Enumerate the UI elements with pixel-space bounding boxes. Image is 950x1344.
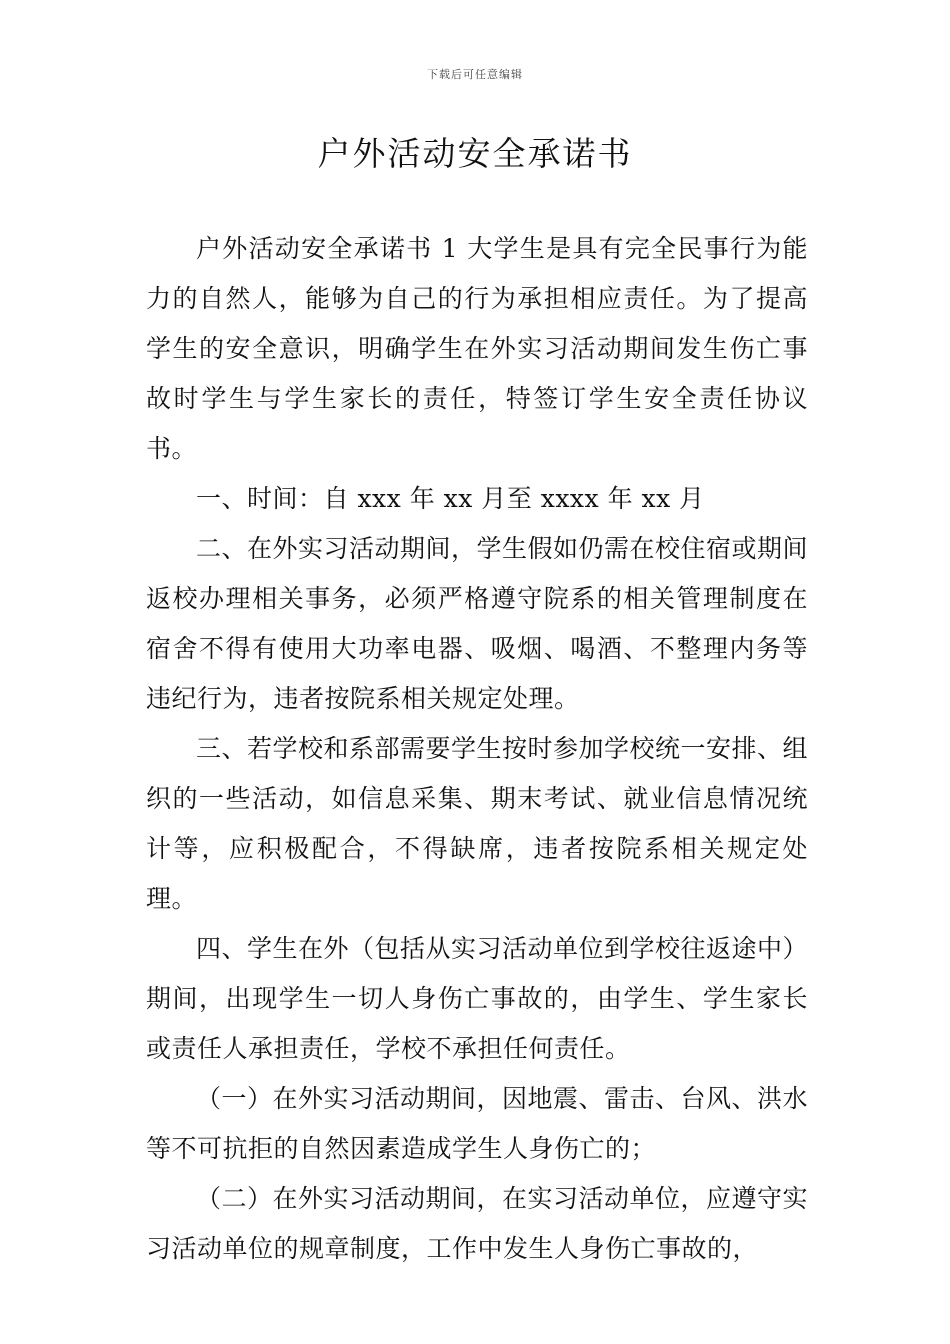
paragraph-subitem-2: （二）在外实习活动期间，在实习活动单位，应遵守实习活动单位的规章制度，工作中发生人身伤亡事故的， xyxy=(146,1184,809,1263)
paragraph-subitem-1: （一）在外实习活动期间，因地震、雷击、台风、洪水等不可抗拒的自然因素造成学生人身伤亡的； xyxy=(146,1084,809,1163)
paragraph-intro: 户外活动安全承诺书 1 大学生是具有完全民事行为能力的自然人，能够为自己的行为承担相应责任。为了提高学生的安全意识，明确学生在外实习活动期间发生伤亡事故时学生与学生家长的责任，特签订学生安全责任协议书。 xyxy=(146,234,808,463)
paragraph-item-3: 三、若学校和系部需要学生按时参加学校统一安排、组织的一些活动，如信息采集、期末考试、就业信息情况统计等，应积极配合，不得缺席，违者按院系相关规定处理。 xyxy=(146,734,809,913)
document-body xyxy=(146,224,808,1274)
paragraph-item-4: 四、学生在外（包括从实习活动单位到学校往返途中）期间，出现学生一切人身伤亡事故的，由学生、学生家长或责任人承担责任，学校不承担任何责任。 xyxy=(146,934,809,1063)
paragraph-time: 一、时间：自 xxx 年 xx 月至 xxxx 年 xx 月 xyxy=(196,484,705,513)
header-note: 下载后可任意编辑 xyxy=(427,68,523,81)
document-title: 户外活动安全承诺书 xyxy=(317,134,633,173)
paragraph-item-2: 二、在外实习活动期间，学生假如仍需在校住宿或期间返校办理相关事务，必须严格遵守院系的相关管理制度在宿舍不得有使用大功率电器、吸烟、喝酒、不整理内务等违纪行为，违者按院系相关规定处理。 xyxy=(146,534,809,713)
